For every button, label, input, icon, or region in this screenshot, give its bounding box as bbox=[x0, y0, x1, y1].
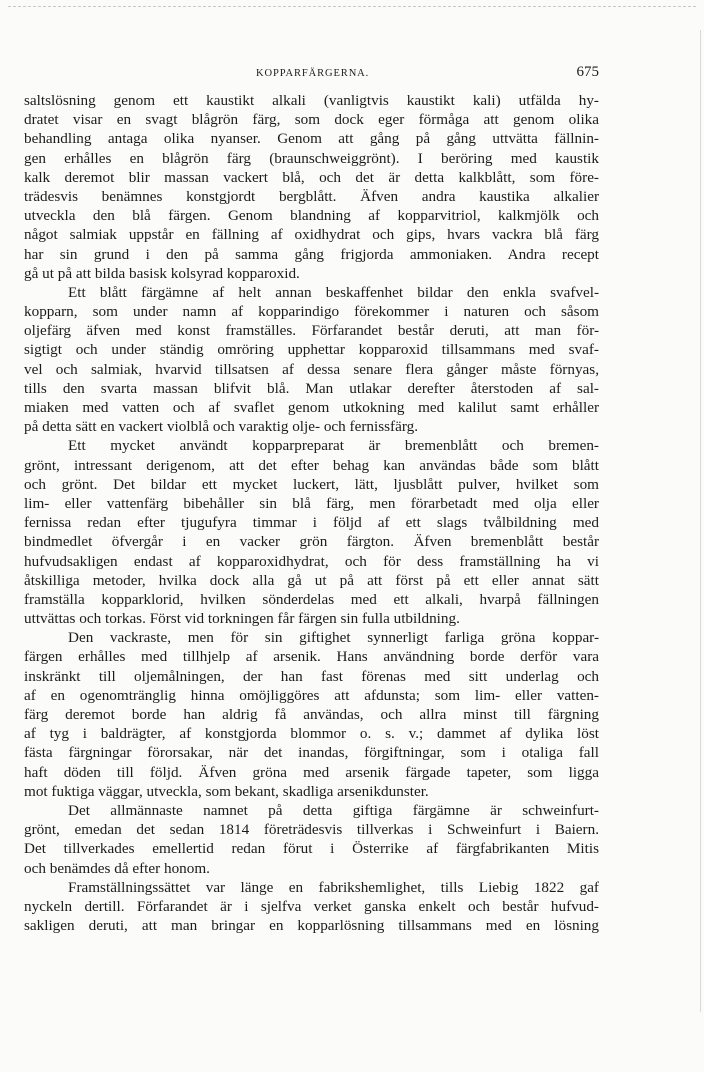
text-line: och benämdes då efter honom. bbox=[24, 859, 210, 877]
text-line: framställa kopparklorid, hvilken sönderdelas med ett alkali, hvarpå fällningen bbox=[24, 590, 599, 608]
text-line: på detta sätt en vackert violblå och varaktig olje- och fernissfärg. bbox=[24, 418, 419, 436]
text-line: fernissa redan efter tjugufyra timmar i följd af ett slags tvålbildning med bbox=[24, 514, 599, 532]
running-title: KOPPARFÄRGERNA. bbox=[256, 68, 370, 79]
text-line: af en ogenomtränglig hinna omöjliggöres att afdunsta; som lim- eller vatten- bbox=[24, 686, 599, 704]
page-number: 675 bbox=[576, 64, 599, 80]
text-line: färg deremot borde han aldrig få användas, och allra minst till färgning bbox=[24, 706, 599, 723]
text-line: trädesvis benämnes konstgjordt bergblått. Äfven andra kaustika alkalier bbox=[24, 187, 599, 205]
text-line: vel och salmiak, hvarvid tillsatsen af dessa senare flera gånger måste förnyas, bbox=[24, 360, 599, 378]
text-line: Det tillverkades emellertid redan förut i Österrike af färgfabrikanten Mitis bbox=[24, 840, 599, 858]
page-header bbox=[256, 64, 599, 84]
text-line: Framställningssättet var länge en fabrikshemlighet, tills Liebig 1822 gaf bbox=[68, 878, 599, 896]
text-line: kalk deremot blir massan vackert blå, och det är detta kalkblått, som före- bbox=[24, 168, 599, 186]
text-line: behandling antaga olika nyanser. Genom att gång på gång uttvätta fällnin- bbox=[24, 130, 599, 148]
text-line: saltslösning genom ett kaustikt alkali (vanligtvis kaustikt kali) utfälda hy- bbox=[24, 92, 599, 109]
text-line: har sin grund i den på samma gång frigjorda ammoniaken. Andra recept bbox=[24, 245, 599, 263]
text-line: oljefärg äfven med konst framställes. Förfarandet består deruti, att man för- bbox=[24, 322, 599, 340]
page-right-edge bbox=[700, 30, 701, 1012]
text-line: lim- eller vattenfärg bibehåller sin blå färg, men förarbetadt med olja eller bbox=[24, 494, 599, 512]
body-text bbox=[24, 91, 599, 935]
text-line: kopparn, som under namn af kopparindigo förekommer i naturen och såsom bbox=[24, 303, 599, 321]
text-line: färgen erhålles med tillhjelp af arsenik. Hans användning borde derför vara bbox=[24, 648, 599, 666]
text-line: grönt, emedan det sedan 1814 företrädesvis tillverkas i Schweinfurt i Baiern. bbox=[24, 821, 599, 839]
text-line: uttvättas och torkas. Först vid torkningen får färgen sin fulla utbildning. bbox=[24, 610, 460, 628]
text-line: något salmiak uppstår en fällning af oxidhydrat och gips, hvars vackra blå färg bbox=[24, 226, 599, 244]
text-line: Det allmännaste namnet på detta giftiga färgämne är schweinfurt- bbox=[68, 801, 599, 819]
text-line: Ett mycket användt kopparpreparat är bremenblått och bremen- bbox=[68, 437, 599, 455]
text-line: nyckeln dertill. Förfarandet är i sjelfva verket ganska enkelt och består hufvud- bbox=[24, 897, 599, 915]
text-line: gå ut på att bilda basisk kolsyrad kopparoxid. bbox=[24, 264, 300, 282]
text-line: fästa färgningar förorsakar, när det inandas, förgiftningar, som i otaliga fall bbox=[24, 744, 599, 762]
text-line: tills den svarta massan blifvit blå. Man utlakar derefter återstoden af sal- bbox=[24, 379, 599, 397]
page-top-edge bbox=[8, 6, 696, 7]
text-line: Ett blått färgämne af helt annan beskaffenhet bildar den enkla svafvel- bbox=[68, 283, 599, 301]
text-line: af tyg i baldrägter, af konstgjorda blommor o. s. v.; dammet af dylika löst bbox=[24, 725, 599, 743]
text-line: sigtigt och under ständig omröring upphettar kopparoxid tillsammans med svaf- bbox=[24, 341, 599, 359]
text-line: Den vackraste, men för sin giftighet synnerligt farliga gröna koppar- bbox=[68, 629, 599, 647]
text-line: hufvudsakligen endast af kopparoxidhydrat, och för dess framställning ha vi bbox=[24, 552, 599, 570]
text-line: bindmedlet öfvergår i en vacker grön färgton. Äfven bremenblått består bbox=[24, 533, 599, 551]
text-line: gen erhålles en blågrön färg (braunschweiggrönt). I beröring med kaustik bbox=[24, 149, 599, 167]
text-line: miaken med vatten och af svaflet genom utkokning med kalilut samt erhåller bbox=[24, 399, 599, 416]
text-line: grönt, intressant derigenom, att det efter behag kan användas både som blått bbox=[24, 456, 599, 474]
text-line: åtskilliga metoder, hvilka dock alla gå ut på att först på ett eller annat sätt bbox=[24, 571, 599, 589]
text-line: inskränkt till oljemålningen, der han fast förenas med sitt underlag och bbox=[24, 667, 599, 685]
text-line: utveckla den blå färgen. Genom blandning af kopparvitriol, kalkmjölk och bbox=[24, 207, 599, 225]
text-line: haft döden till följd. Äfven gröna med arsenik färgade tapeter, som ligga bbox=[24, 763, 599, 781]
text-line: dratet visar en svagt blågrön färg, som dock eger förmåga att genom olika bbox=[24, 111, 599, 129]
text-line: och grönt. Det bildar ett mycket luckert, lätt, ljusblått pulver, hvilket som bbox=[24, 475, 599, 493]
text-line: mot fuktiga väggar, utveckla, som bekant, skadliga arsenikdunster. bbox=[24, 782, 429, 800]
text-line: sakligen deruti, att man bringar en kopparlösning tillsammans med en lösning bbox=[24, 917, 599, 935]
